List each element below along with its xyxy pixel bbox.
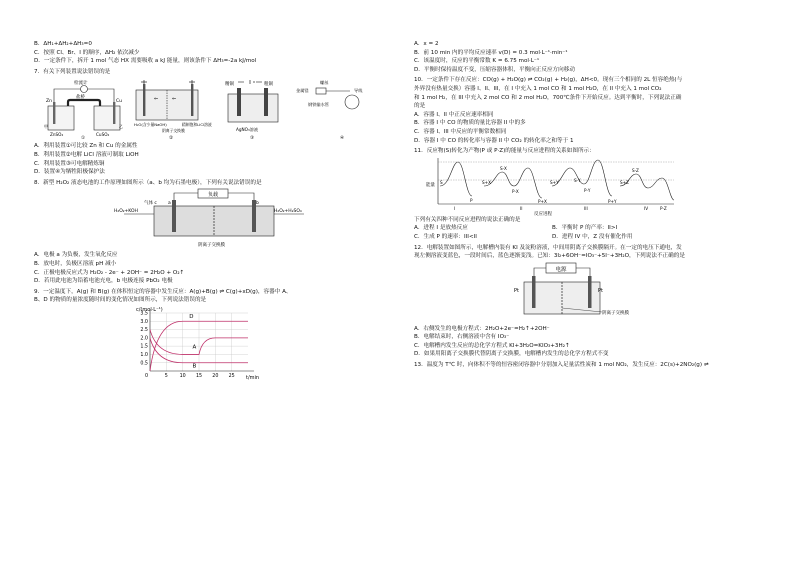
route-2-label: II	[520, 205, 523, 211]
sy2-label: S·Y	[574, 177, 581, 183]
q12-option-a: A．右侧发生的电极方程式：2H₂O+2e⁻=H₂↑+2OH⁻	[414, 325, 550, 332]
q8-option-a: A．电极 a 为负极，发生氧化反应	[34, 252, 118, 259]
q10-option-d: D．容器 I 中 CO 的转化率与容器 II 中 CO₂ 的转化率之和等于 1	[414, 137, 574, 144]
pure-copper-label: 精铜	[225, 82, 234, 88]
left-pt-label: Pt	[514, 287, 519, 294]
q8-option-d: D．若用此电池为铅蓄电池充电，b 电极连接 PbO₂ 电极	[34, 278, 173, 285]
q7-stem: 7．有关下列装置说法错误的是	[34, 68, 111, 75]
q12-option-b: B．电解结束时，右侧溶液中含有 IO₃⁻	[414, 334, 510, 341]
figure-3-number: ③	[250, 136, 255, 142]
route-1-label: I	[454, 205, 456, 211]
electrode-a-label: a	[168, 201, 171, 207]
galvanic-cell-figure	[44, 78, 124, 140]
q8-stem: 8．新型 H₂O₂ 液态电池的工作原理如图所示（a、b 均为石墨电极），下列有关说法错误的是	[34, 179, 262, 186]
y-tick-label: 0.5	[140, 361, 148, 367]
q7-figures	[44, 78, 379, 140]
y-tick-label: 2.5	[140, 328, 148, 334]
h2o2-battery-figure	[114, 188, 314, 250]
jia-label: 甲	[44, 124, 48, 130]
route-4-label: IV	[644, 205, 649, 211]
q12-stem-line-2: 现左侧溶液变蓝色，一段时间后，蓝色逐渐变浅。已知：3I₂+6OH⁻=IO₃⁻+5I⁻+3H₂O，下列说法不正确的是	[414, 253, 685, 260]
galvanometer-icon	[81, 86, 88, 93]
cu-label: Cu	[116, 99, 122, 105]
q9-option-d: D．平衡时保持温度不变，压缩容器体积，平衡向正反应方向移动	[414, 66, 575, 73]
sy-label: S+Y	[550, 179, 559, 185]
q10-option-c: C．容器 I、III 中反应的平衡常数相同	[414, 128, 507, 135]
q6-option-b: B．ΔH₁+ΔH₂+ΔH₃=0	[34, 41, 92, 47]
zn-label: Zn	[46, 99, 52, 105]
s-label: S	[440, 179, 443, 185]
sx2-label: S·X	[500, 165, 507, 171]
route-3-label: III	[584, 205, 588, 211]
q7-option-b: B．利用装置②电解 LiCl 溶液可制取 LiOH	[34, 151, 139, 158]
svg-text:⇐: ⇐	[172, 96, 177, 103]
q10-option-a: A．容器 I、II 中正反应速率相同	[414, 111, 494, 118]
q10-stem-line-3: 和 1 mol H₂，在 III 中充入 2 mol CO 和 2 mol H₂O，700℃条件下开始反应。达到平衡时，下列说法正确	[414, 94, 682, 101]
y-tick-label: 2.0	[140, 336, 148, 342]
q11-option-d: D．进程 IV 中，Z 没有催化作用	[552, 233, 633, 240]
q13-stem: 13．温度为 T℃ 时，向体积不等的恒容密闭容器中分别加入足量活性炭和 1 mol NO₂，发生反应：2C(s)+2NO₂(g) ⇌	[414, 362, 709, 369]
p-label: P	[470, 197, 473, 203]
y-tick-label: 3.5	[140, 311, 148, 317]
reaction-axis-label: 反应进程	[534, 211, 552, 217]
q10-stem-line-4: 的是	[414, 103, 426, 110]
copper-refining-figure	[222, 78, 288, 140]
energy-profile-figure	[424, 156, 684, 216]
q11-options-row-2	[414, 233, 759, 242]
bolt-label: 螺丝	[320, 80, 329, 86]
q9-option-c: C．该温度时，反应的平衡常数 K = 6.75 mol·L⁻¹	[414, 58, 540, 65]
electrode-a-icon	[172, 200, 176, 232]
q6-option-d: D．一定条件下，拆开 1 mol 气态 HX 需要吸收 a kJ 能量，则该条件下 ΔH₃=-2a kJ/mol	[34, 58, 257, 65]
chart-ylabel: c/(mol·L⁻¹)	[136, 306, 163, 313]
q8-option-c: C．正极电极反应式为 H₂O₂ - 2e⁻ + 2OH⁻ = 2H₂O + O₂↑	[34, 269, 185, 276]
anion-membrane-label: 阴离子交换膜	[162, 128, 185, 134]
q9-stem: 9．一定温度下，A(g) 和 B(g) 在体积恒定的容器中发生反应：A(g)+B(g) ⇌ C(g)+xD(g)，容器中 A、	[34, 288, 292, 295]
q8-option-b: B．放电时，负极区溶液 pH 减小	[34, 260, 117, 267]
electrode-b-label: b	[256, 201, 259, 207]
q12-option-d: D．如果用阳离子交换膜代替阴离子交换膜，电解槽内发生的总化学方程式不变	[414, 351, 609, 358]
left-electrode-icon	[143, 84, 145, 116]
licl-electrolysis-figure	[132, 78, 214, 140]
energy-axis-label: 能量	[426, 182, 435, 188]
left-solution-label: H₂O₂+KOH	[114, 209, 138, 215]
py2-label: P+Y	[608, 198, 617, 204]
electrode-b-icon	[252, 200, 256, 232]
px2-label: P+X	[538, 198, 547, 204]
q12-stem-line-1: 12．电解装置如图所示，电解槽内装有 KI 及淀粉溶液，中间用阴离子交换膜隔开。在一定的电压下通电，发	[414, 244, 682, 251]
yi-label: 乙	[119, 124, 123, 130]
x-tick-label: 5	[164, 373, 168, 379]
metal-mg-label: 金属镁	[296, 88, 309, 94]
galvanometer-label: 检流计	[74, 81, 88, 87]
crude-copper-label: 粗铜	[264, 82, 273, 88]
q7-option-a: A．利用装置①可比较 Zn 和 Cu 的金属性	[34, 143, 138, 150]
pz-label: P·Z	[660, 205, 667, 211]
right-electrode-icon	[191, 84, 193, 116]
magnesium-block-icon	[316, 88, 326, 94]
electrolysis-figure	[514, 262, 629, 324]
q11-option-a: A．进程 I 是放热反应	[414, 225, 468, 232]
y-tick-label: 1.0	[140, 352, 148, 358]
right-pt-label: Pt	[598, 287, 603, 294]
sx-label: S+X	[482, 179, 492, 185]
q10-stem-line-2: 外界没有热量交换）容器 I、II、III，在 I 中充入 1 mol CO 和 1 mol H₂O，在 II 中充入 1 mol CO₂	[414, 85, 662, 92]
series-label-A: A	[192, 344, 197, 351]
q7-option-c: C．利用装置③可电解精炼铜	[34, 160, 105, 167]
gas-c-label: 气体 c	[144, 201, 157, 207]
q9-option-a: A．x = 2	[414, 41, 439, 47]
x-tick-label: 15	[195, 373, 203, 379]
q9-stem-2: B、D 的物质的量浓度随时间的变化情况如图所示，下列说法错误的是	[34, 297, 207, 304]
sz-label: S+Z	[620, 179, 630, 185]
left-column	[34, 40, 379, 383]
q10-option-b: B．容器 I 中 CO 的物质的量比容器 II 中的多	[414, 120, 526, 127]
q10-stem-line-1: 10．一定条件下存在反应：CO(g) + H₂O(g) ⇌ CO₂(g) + H₂(g)，ΔH<0。现有三个相同的 2L 恒容绝热(与	[414, 77, 683, 84]
cuso4-label: CuSO₄	[96, 132, 110, 138]
pipe-icon	[345, 95, 359, 109]
q7-option-d: D．装置④为牺牲阳极保护法	[34, 169, 105, 176]
right-pt-electrode-icon	[588, 276, 592, 308]
right-solution-label: H₂O₂+H₂SO₄	[274, 209, 302, 215]
figure-1-number: ①	[81, 136, 86, 142]
q6-option-c: C．按照 Cl、Br、I 的顺序，ΔH₂ 依次减少	[34, 49, 140, 56]
px-label: P·X	[512, 188, 519, 194]
x-tick-label: 25	[228, 373, 235, 379]
q11-option-b: B．平衡时 P 的产率：II>I	[552, 225, 618, 232]
load-label: 负载	[207, 192, 219, 199]
py-label: P·Y	[584, 187, 591, 193]
pipe-label: 钢铁输水管	[308, 102, 329, 108]
y-tick-label: 3.0	[140, 319, 148, 325]
x-tick-label: 20	[212, 373, 219, 379]
salt-bridge-label: 盐桥	[76, 95, 85, 101]
power-label: 电源	[555, 266, 567, 273]
h2o-naoh-label: H₂O(含少量NaOH)	[134, 122, 167, 128]
sz2-label: S·Z	[632, 167, 639, 173]
agno3-label: AgNO₃溶液	[236, 127, 259, 133]
zn-electrode-icon	[53, 102, 55, 124]
concentration-chart	[128, 305, 278, 383]
figure-2-number: ②	[169, 136, 174, 142]
left-pt-electrode-icon	[532, 276, 536, 308]
q8-membrane-label: 阴离子交换膜	[198, 243, 225, 249]
x-tick-label: 10	[179, 373, 186, 379]
q11-options-row-1	[414, 224, 759, 233]
q9-option-b: B．前 10 min 内的平均反应速率 v(D) = 0.3 mol·L⁻¹·min⁻¹	[414, 49, 568, 56]
sacrificial-anode-figure	[296, 78, 366, 140]
wire-label: 导线	[354, 88, 363, 94]
q11-stem: 11．反应物(S)转化为产物(P 或 P·Z)的能量与反应进程的关系如图所示：	[414, 148, 595, 155]
svg-text:⇐: ⇐	[154, 96, 159, 103]
licl-label: 精制饱和LiCl溶液	[182, 122, 212, 128]
series-label-B: B	[192, 363, 197, 370]
q12-option-c: C．电解槽内发生反应的总化学方程式 KI+3H₂O=KIO₃+3H₂↑	[414, 342, 570, 349]
right-column	[414, 40, 759, 370]
cu-electrode-icon	[113, 102, 115, 124]
q11-stem-2: 下列有关四种不同反应进程的说法正确的是	[414, 216, 521, 223]
pure-copper-icon	[237, 88, 241, 116]
q11-option-c: C．生成 P 的速率：III<II	[414, 233, 477, 240]
q12-membrane-label: 阴离子交换膜	[602, 310, 629, 316]
y-tick-label: 1.5	[140, 344, 148, 350]
series-label-D: D	[189, 313, 194, 320]
chart-xlabel: t/min	[246, 374, 260, 381]
znso4-label: ZnSO₄	[50, 132, 64, 138]
figure-4-number: ④	[340, 136, 345, 142]
crude-copper-icon	[264, 88, 268, 116]
origin-label: 0	[144, 373, 148, 379]
